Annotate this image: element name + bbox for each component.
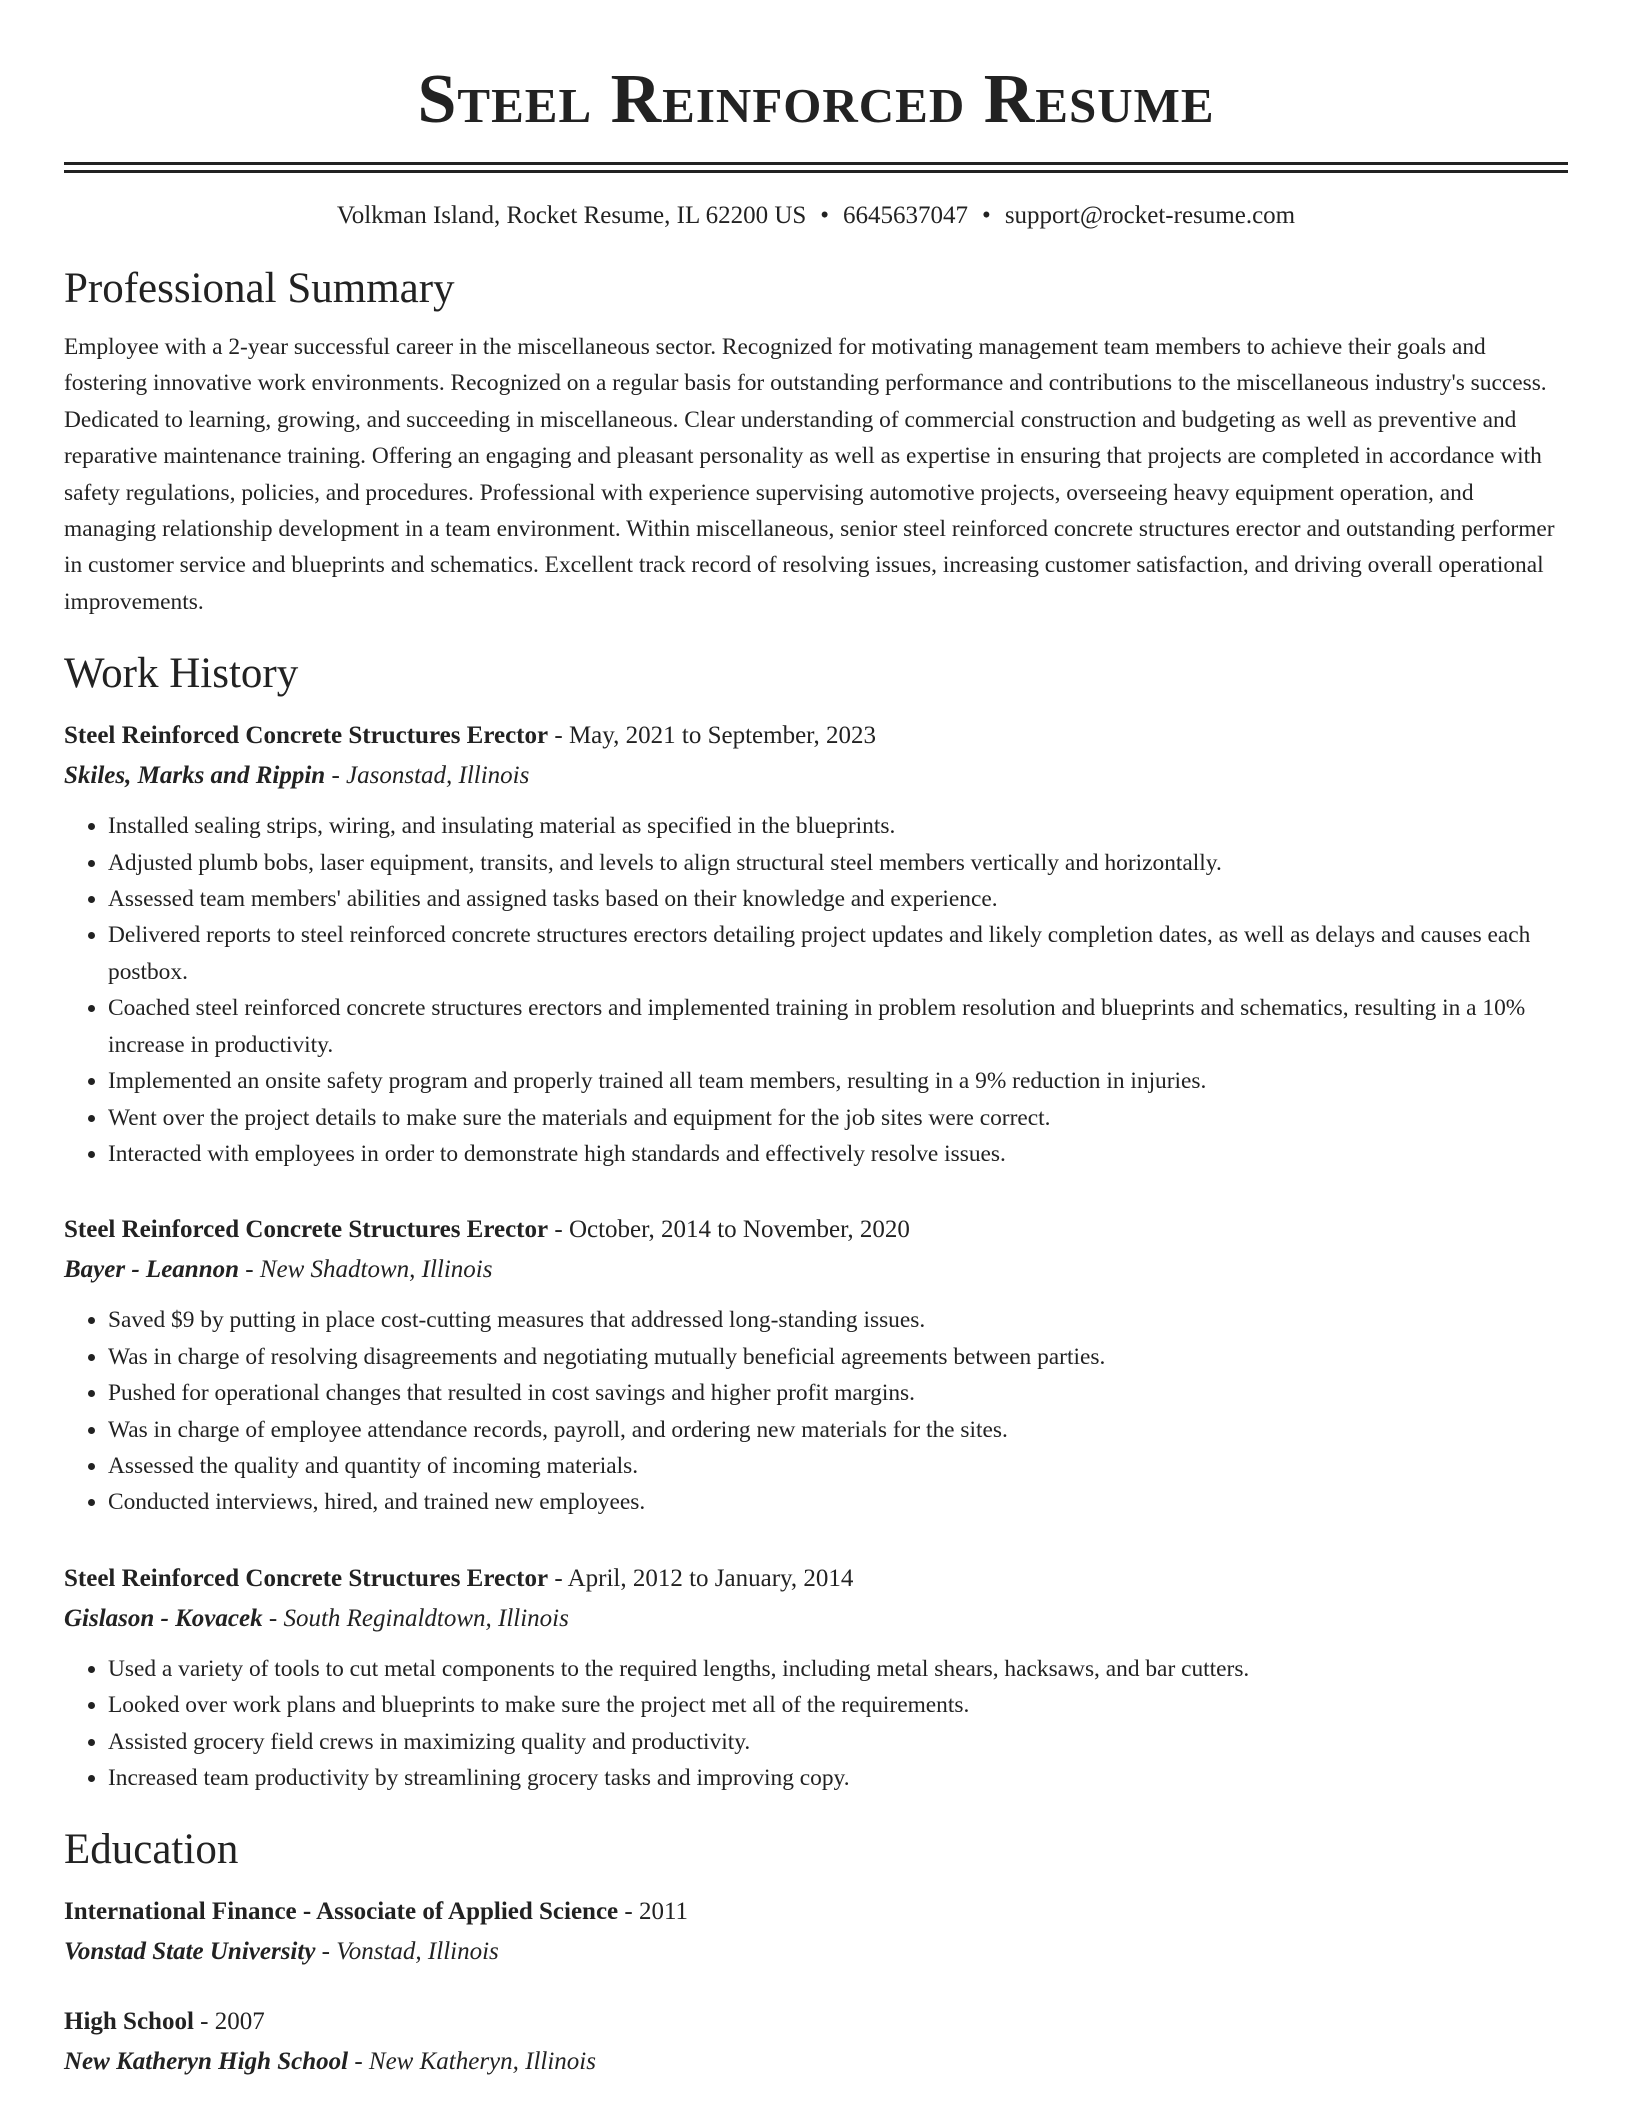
duty-item: • Conducted interviews, hired, and trained new employees. xyxy=(108,1484,1568,1520)
education-school: Vonstad State University xyxy=(64,1938,316,1966)
job-location: South Reginaldtown, Illinois xyxy=(283,1604,569,1632)
job-role: Steel Reinforced Concrete Structures Erector xyxy=(64,1564,549,1592)
job-header: Steel Reinforced Concrete Structures Erector - April, 2012 to January, 2014 xyxy=(64,1564,854,1592)
job-dates: May, 2021 to September, 2023 xyxy=(568,722,876,750)
duty-item: • Used a variety of tools to cut metal components to the required lengths, including metal shears, hacksaws, and bar cutters. xyxy=(108,1651,1568,1687)
education-location: New Katheryn, Illinois xyxy=(368,2048,596,2076)
education-header: High School - 2007 xyxy=(64,2008,265,2036)
job-role: Steel Reinforced Concrete Structures Erector xyxy=(64,722,549,750)
duty-item: • Was in charge of resolving disagreements and negotiating mutually beneficial agreements between parties. xyxy=(108,1339,1568,1375)
job-company-line: Skiles, Marks and Rippin - Jasonstad, Illinois xyxy=(64,762,530,790)
duty-item: • Adjusted plumb bobs, laser equipment, transits, and levels to align structural steel members vertically and horizontally. xyxy=(108,845,1568,881)
contact-phone: 6645637047 xyxy=(843,202,969,229)
summary-heading: Professional Summary xyxy=(64,265,455,312)
education-header: International Finance - Associate of Applied Science - 2011 xyxy=(64,1898,689,1926)
job-company: Skiles, Marks and Rippin xyxy=(64,762,326,790)
job-header: Steel Reinforced Concrete Structures Erector - May, 2021 to September, 2023 xyxy=(64,722,876,750)
duty-list xyxy=(64,808,1568,1172)
job-entry xyxy=(64,1559,1568,1797)
education-entry xyxy=(64,1892,1568,1972)
education-heading: Education xyxy=(64,1826,239,1874)
duty-item: • Assessed team members' abilities and assigned tasks based on their knowledge and experience. xyxy=(108,881,1568,917)
contact-separator: • xyxy=(820,202,830,229)
job-company-line: Gislason - Kovacek - South Reginaldtown, Illinois xyxy=(64,1604,569,1632)
duty-item: • Installed sealing strips, wiring, and insulating material as specified in the blueprints. xyxy=(108,808,1568,844)
job-role: Steel Reinforced Concrete Structures Erector xyxy=(64,1216,549,1244)
job-company: Gislason - Kovacek xyxy=(64,1604,263,1632)
education-school-line: New Katheryn High School - New Katheryn, Illinois xyxy=(64,2048,596,2076)
resume-title: Steel Reinforced Resume xyxy=(417,61,1215,138)
duty-item: • Increased team productivity by streamlining grocery tasks and improving copy. xyxy=(108,1760,1568,1796)
education-school: New Katheryn High School xyxy=(64,2048,349,2076)
education-degree: International Finance - Associate of Applied Science xyxy=(64,1898,619,1926)
job-dates: October, 2014 to November, 2020 xyxy=(568,1216,910,1244)
duty-item: • Was in charge of employee attendance records, payroll, and ordering new materials for the sites. xyxy=(108,1412,1568,1448)
education-entry xyxy=(64,2002,1568,2082)
contact-separator: • xyxy=(982,202,991,229)
title-double-rule xyxy=(64,162,1568,173)
contact-email: support@rocket-resume.com xyxy=(1004,202,1296,229)
education-location: Vonstad, Illinois xyxy=(336,1938,499,1966)
duty-item: • Coached steel reinforced concrete structures erectors and implemented training in problem resolution and blueprints and schematics, resulting in a 10% increase in productivity. xyxy=(108,990,1568,1063)
duty-item: • Saved $9 by putting in place cost-cutting measures that addressed long-standing issues. xyxy=(108,1302,1568,1338)
duty-item: • Delivered reports to steel reinforced concrete structures erectors detailing project updates and likely completion dates, as well as delays and causes each postbox. xyxy=(108,917,1568,990)
job-company: Bayer - Leannon xyxy=(64,1256,239,1284)
duty-item: • Interacted with employees in order to demonstrate high standards and effectively resolve issues. xyxy=(108,1136,1568,1172)
job-location: New Shadtown, Illinois xyxy=(259,1256,493,1284)
duty-item: • Assessed the quality and quantity of incoming materials. xyxy=(108,1448,1568,1484)
job-entry xyxy=(64,1210,1568,1520)
education-school-line: Vonstad State University - Vonstad, Illinois xyxy=(64,1938,499,1966)
contact-address: Volkman Island, Rocket Resume, IL 62200 US xyxy=(336,202,807,229)
contact-line xyxy=(64,199,1568,233)
education-year: 2007 xyxy=(214,2008,265,2036)
duty-list xyxy=(64,1302,1568,1520)
job-entry xyxy=(64,716,1568,1172)
duty-item: • Assisted grocery field crews in maximizing quality and productivity. xyxy=(108,1724,1568,1760)
education-degree: High School xyxy=(64,2008,194,2036)
job-company-line: Bayer - Leannon - New Shadtown, Illinois xyxy=(64,1256,493,1284)
duty-list xyxy=(64,1651,1568,1797)
duty-item: • Implemented an onsite safety program and properly trained all team members, resulting in a 9% reduction in injuries. xyxy=(108,1063,1568,1099)
duty-item: • Looked over work plans and blueprints to make sure the project met all of the requirements. xyxy=(108,1687,1568,1723)
duty-item: • Pushed for operational changes that resulted in cost savings and higher profit margins. xyxy=(108,1375,1568,1411)
job-location: Jasonstad, Illinois xyxy=(346,762,530,790)
work-history-heading: Work History xyxy=(64,650,299,698)
job-header: Steel Reinforced Concrete Structures Erector - October, 2014 to November, 2020 xyxy=(64,1216,910,1244)
job-dates: April, 2012 to January, 2014 xyxy=(567,1564,854,1592)
education-year: 2011 xyxy=(638,1898,689,1926)
summary-text: Employee with a 2-year successful career in the miscellaneous sector. Recognized for motivating management team members to achieve their goals and fostering innovative work environments. Recognized on a regular basis for outstanding performance and contributions to the miscellaneous industry's success. Dedicated to learning, growing, and succeeding in miscellaneous. Clear understanding of commercial construction and budgeting as well as preventive and reparative maintenance training. Offering an engaging and pleasant personality as well as expertise in ensuring that projects are completed in accordance with safety regulations, policies, and procedures. Professional with experience supervising automotive projects, overseeing heavy equipment operation, and managing relationship development in a team environment. Within miscellaneous, senior steel reinforced concrete structures erector and outstanding performer in customer service and blueprints and schematics. Excellent track record of resolving issues, increasing customer satisfaction, and driving overall operational improvements. xyxy=(64,334,1555,615)
duty-item: • Went over the project details to make sure the materials and equipment for the job sites were correct. xyxy=(108,1100,1568,1136)
